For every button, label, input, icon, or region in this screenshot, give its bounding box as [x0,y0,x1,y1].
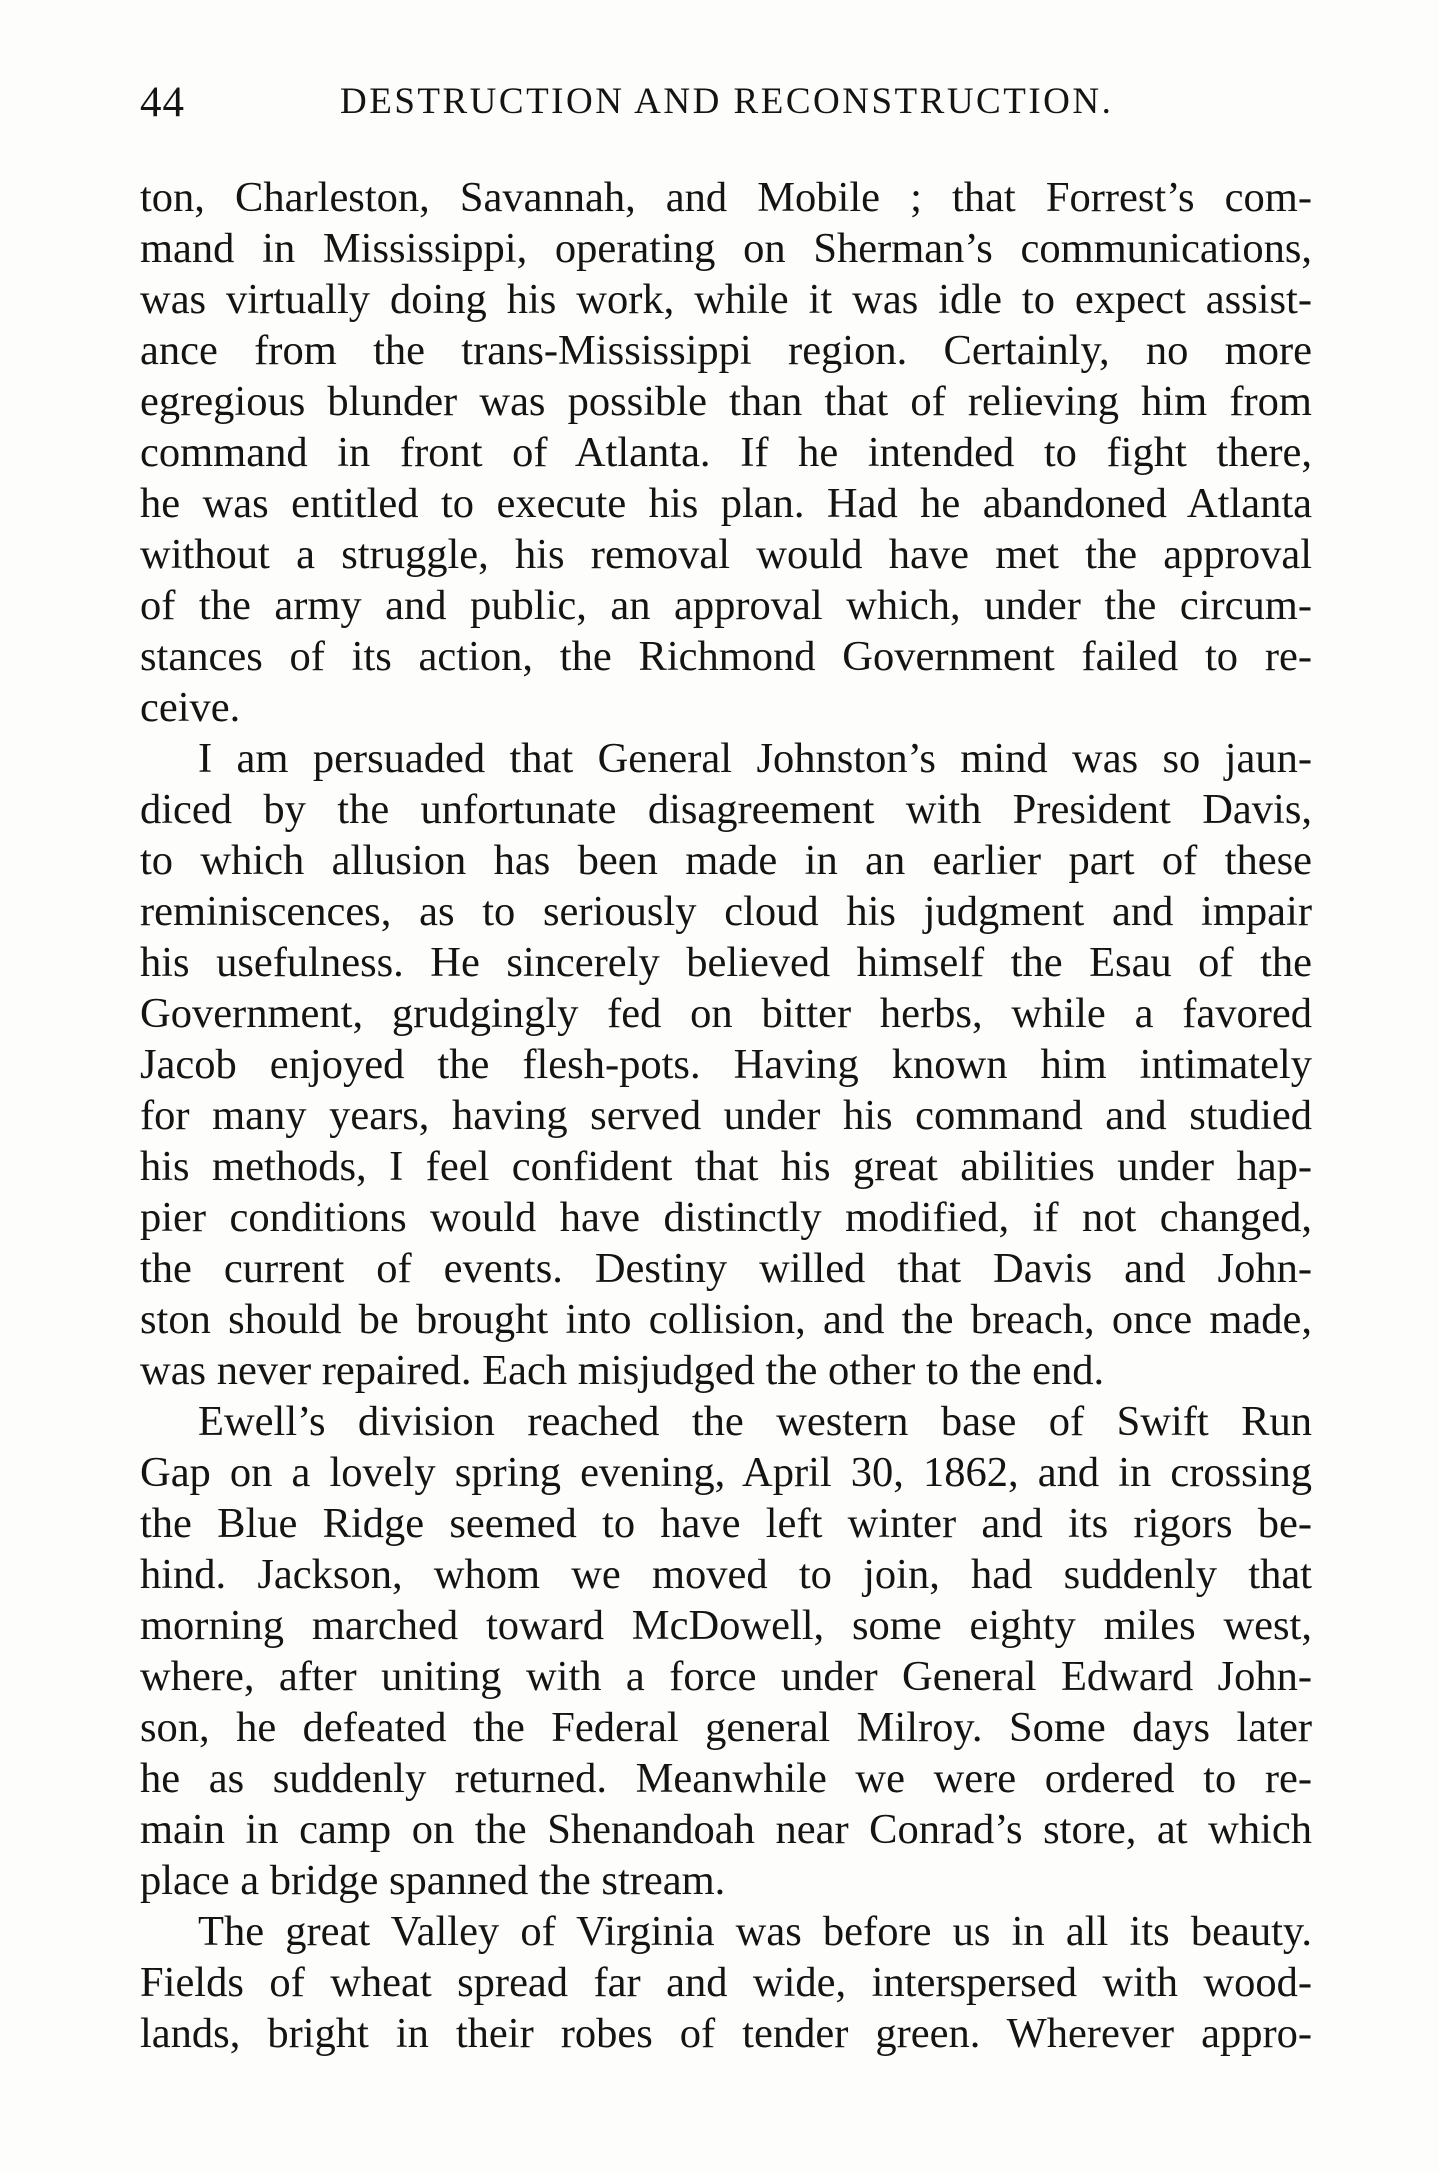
text-line: diced by the unfortunate disagreement with President Davis, [140,786,1312,833]
text-line: morning marched toward McDowell, some eighty miles west, [140,1602,1312,1649]
text-line: reminiscences, as to seriously cloud his judgment and impair [140,888,1312,935]
body-text [140,172,1312,2059]
text-line: the current of events. Destiny willed that Davis and John- [140,1245,1312,1292]
text-line: was never repaired. Each misjudged the other to the end. [140,1347,1105,1394]
running-title: DESTRUCTION AND RECONSTRUCTION. [340,81,1114,122]
text-line: Jacob enjoyed the flesh-pots. Having known him intimately [140,1041,1312,1088]
text-line: for many years, having served under his command and studied [140,1092,1312,1139]
text-line: ceive. [140,684,241,731]
text-line: Government, grudgingly fed on bitter herbs, while a favored [140,990,1312,1037]
text-line: the Blue Ridge seemed to have left winter and its rigors be- [140,1500,1312,1547]
text-line: Ewell’s division reached the western base of Swift Run [198,1398,1312,1445]
text-line: was virtually doing his work, while it was idle to expect assist- [140,276,1312,323]
text-line: pier conditions would have distinctly modified, if not changed, [140,1194,1312,1241]
text-line: stances of its action, the Richmond Government failed to re- [140,633,1312,680]
text-line: main in camp on the Shenandoah near Conrad’s store, at which [140,1806,1312,1853]
text-line: place a bridge spanned the stream. [140,1857,726,1904]
text-line: his usefulness. He sincerely believed himself the Esau of the [140,939,1312,986]
text-line: of the army and public, an approval which, under the circum- [140,582,1312,629]
text-line: lands, bright in their robes of tender green. Wherever appro- [140,2010,1312,2057]
text-line: mand in Mississippi, operating on Sherman’s communications, [140,225,1312,272]
text-line: Fields of wheat spread far and wide, interspersed with wood- [140,1959,1312,2006]
text-line: Gap on a lovely spring evening, April 30, 1862, and in crossing [140,1449,1312,1496]
text-line: I am persuaded that General Johnston’s mind was so jaun- [198,735,1312,782]
text-line: he was entitled to execute his plan. Had he abandoned Atlanta [140,480,1312,527]
text-line: without a struggle, his removal would have met the approval [140,531,1312,578]
text-line: ton, Charleston, Savannah, and Mobile ; that Forrest’s com- [140,174,1312,221]
text-line: hind. Jackson, whom we moved to join, had suddenly that [140,1551,1312,1598]
running-head [140,78,1310,138]
text-line: he as suddenly returned. Meanwhile we were ordered to re- [140,1755,1312,1802]
text-line: ance from the trans-Mississippi region. Certainly, no more [140,327,1312,374]
text-line: to which allusion has been made in an earlier part of these [140,837,1312,884]
text-line: ston should be brought into collision, and the breach, once made, [140,1296,1312,1343]
text-line: his methods, I feel confident that his great abilities under hap- [140,1143,1312,1190]
text-line: command in front of Atlanta. If he intended to fight there, [140,429,1312,476]
text-line: son, he defeated the Federal general Milroy. Some days later [140,1704,1312,1751]
text-line: The great Valley of Virginia was before us in all its beauty. [198,1908,1312,1955]
text-line: egregious blunder was possible than that of relieving him from [140,378,1312,425]
text-line: where, after uniting with a force under General Edward John- [140,1653,1312,1700]
page-number: 44 [140,79,185,126]
